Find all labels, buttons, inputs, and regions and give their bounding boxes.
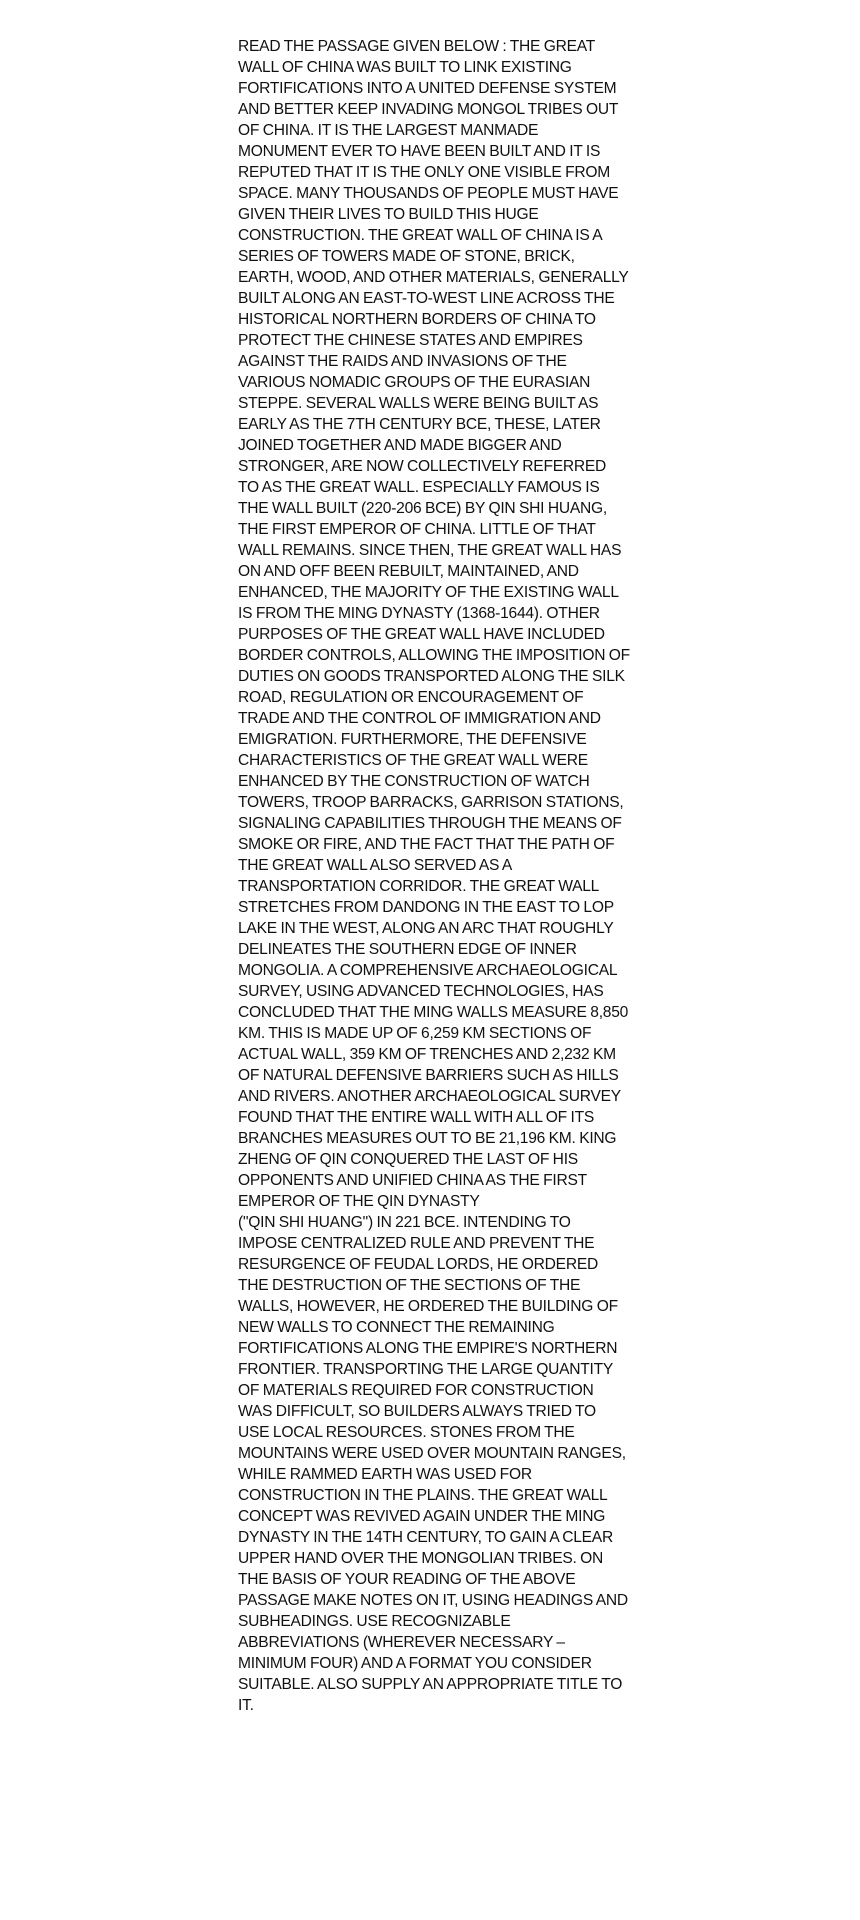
- passage-text: READ THE PASSAGE GIVEN BELOW : THE GREAT WALL OF CHINA WAS BUILT TO LINK EXISTING FORTIFICATIONS INTO A UNITED DEFENSE SYSTEM AND BETTER KEEP INVADING MONGOL TRIBES OUT OF CHINA. IT IS THE LARGEST MANMADE MONUMENT EVER TO HAVE BEEN BUILT AND IT IS REPUTED THAT IT IS THE ONLY ONE VISIBLE FROM SPACE. MANY THOUSANDS OF PEOPLE MUST HAVE GIVEN THEIR LIVES TO BUILD THIS HUGE CONSTRUCTION. THE GREAT WALL OF CHINA IS A SERIES OF TOWERS MADE OF STONE, BRICK, EARTH, WOOD, AND OTHER MATERIALS, GENERALLY BUILT ALONG AN EAST-TO-WEST LINE ACROSS THE HISTORICAL NORTHERN BORDERS OF CHINA TO PROTECT THE CHINESE STATES AND EMPIRES AGAINST THE RAIDS AND INVASIONS OF THE VARIOUS NOMADIC GROUPS OF THE EURASIAN STEPPE. SEVERAL WALLS WERE BEING BUILT AS EARLY AS THE 7TH CENTURY BCE, THESE, LATER JOINED TOGETHER AND MADE BIGGER AND STRONGER, ARE NOW COLLECTIVELY REFERRED TO AS THE GREAT WALL. ESPECIALLY FAMOUS IS THE WALL BUILT (220-206 BCE) BY QIN SHI HUANG, THE FIRST EMPEROR OF CHINA. LITTLE OF THAT WALL REMAINS. SINCE THEN, THE GREAT WALL HAS ON AND OFF BEEN REBUILT, MAINTAINED, AND ENHANCED, THE MAJORITY OF THE EXISTING WALL IS FROM THE MING DYNASTY (1368-1644). OTHER PURPOSES OF THE GREAT WALL HAVE INCLUDED BORDER CONTROLS, ALLOWING THE IMPOSITION OF DUTIES ON GOODS TRANSPORTED ALONG THE SILK ROAD, REGULATION OR ENCOURAGEMENT OF TRADE AND THE CONTROL OF IMMIGRATION AND EMIGRATION. FURTHERMORE, THE DEFENSIVE CHARACTERISTICS OF THE GREAT WALL WERE ENHANCED BY THE CONSTRUCTION OF WATCH TOWERS, TROOP BARRACKS, GARRISON STATIONS, SIGNALING CAPABILITIES THROUGH THE MEANS OF SMOKE OR FIRE, AND THE FACT THAT THE PATH OF THE GREAT WALL ALSO SERVED AS A TRANSPORTATION CORRIDOR. THE GREAT WALL STRETCHES FROM DANDONG IN THE EAST TO LOP LAKE IN THE WEST, ALONG AN ARC THAT ROUGHLY DELINEATES THE SOUTHERN EDGE OF INNER MONGOLIA. A COMPREHENSIVE ARCHAEOLOGICAL SURVEY, USING ADVANCED TECHNOLOGIES, HAS CONCLUDED THAT THE MING WALLS MEASURE 8,850 KM. THIS IS MADE UP OF 6,259 KM SECTIONS OF ACTUAL WALL, 359 KM OF TRENCHES AND 2,232 KM OF NATURAL DEFENSIVE BARRIERS SUCH AS HILLS AND RIVERS. ANOTHER ARCHAEOLOGICAL SURVEY FOUND THAT THE ENTIRE WALL WITH ALL OF ITS BRANCHES MEASURES OUT TO BE 21,196 KM. KING ZHENG OF QIN CONQUERED THE LAST OF HIS OPPONENTS AND UNIFIED CHINA AS THE FIRST EMPEROR OF THE QIN DYNASTY ("QIN SHI HUANG") IN 221 BCE. INTENDING TO IMPOSE CENTRALIZED RULE AND PREVENT THE RESURGENCE OF FEUDAL LORDS, HE ORDERED THE DESTRUCTION OF THE SECTIONS OF THE WALLS, HOWEVER, HE ORDERED THE BUILDING OF NEW WALLS TO CONNECT THE REMAINING FORTIFICATIONS ALONG THE EMPIRE'S NORTHERN FRONTIER. TRANSPORTING THE LARGE QUANTITY OF MATERIALS REQUIRED FOR CONSTRUCTION WAS DIFFICULT, SO BUILDERS ALWAYS TRIED TO USE LOCAL RESOURCES. STONES FROM THE MOUNTAINS WERE USED OVER MOUNTAIN RANGES, WHILE RAMMED EARTH WAS USED FOR CONSTRUCTION IN THE PLAINS. THE GREAT WALL CONCEPT WAS REVIVED AGAIN UNDER THE MING DYNASTY IN THE 14TH CENTURY, TO GAIN A CLEAR UPPER HAND OVER THE MONGOLIAN TRIBES. ON THE BASIS OF YOUR READING OF THE ABOVE PASSAGE MAKE NOTES ON IT, USING HEADINGS AND SUBHEADINGS. USE RECOGNIZABLE ABBREVIATIONS (WHEREVER NECESSARY – MINIMUM FOUR) AND A FORMAT YOU CONSIDER SUITABLE. ALSO SUPPLY AN APPROPRIATE TITLE TO IT.: [238, 38, 630, 1714]
